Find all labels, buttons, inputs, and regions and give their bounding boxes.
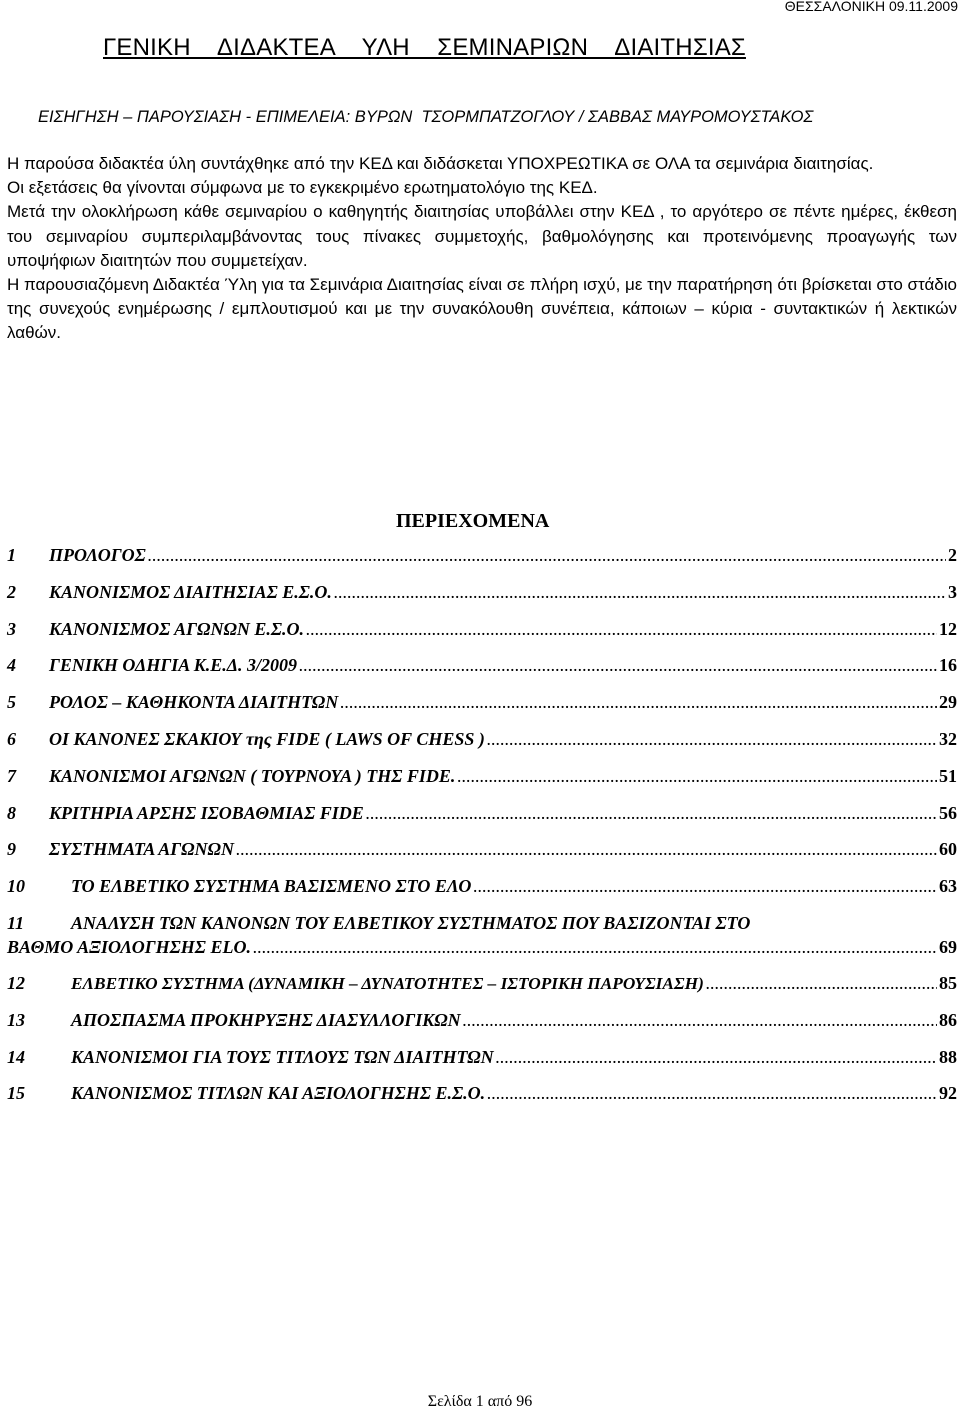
toc-leader-dots — [334, 580, 946, 605]
toc-entry[interactable] — [7, 543, 957, 568]
toc-entry[interactable] — [7, 764, 957, 789]
toc-entry-title: ΤΟ ΕΛΒΕΤΙΚΟ ΣΥΣΤΗΜΑ ΒΑΣΙΣΜΕΝΟ ΣΤΟ ΕΛΟ — [71, 876, 472, 897]
toc-entry-title: ΑΝΑΛΥΣΗ ΤΩΝ ΚΑΝΟΝΩΝ ΤΟΥ ΕΛΒΕΤΙΚΟΥ ΣΥΣΤΗΜΑΤΟΣ ΠΟΥ ΒΑΣΙΖΟΝΤΑΙ ΣΤΟ — [71, 912, 751, 933]
toc-entry-title: ΣΥΣΤΗΜΑΤΑ ΑΓΩΝΩΝ — [49, 839, 234, 860]
toc-entry-title: ΚΑΝΟΝΙΣΜΟΣ ΤΙΤΛΩΝ ΚΑΙ ΑΞΙΟΛΟΓΗΣΗΣ Ε.Σ.Ο. — [71, 1083, 486, 1104]
authors-line: ΕΙΣΗΓΗΣΗ – ΠΑΡΟΥΣΙΑΣΗ - ΕΠΙΜΕΛΕΙΑ: ΒΥΡΩΝ ΤΣΟΡΜΠΑΤΖΟΓΛΟΥ / ΣΑΒΒΑΣ ΜΑΥΡΟΜΟΥΣΤΑΚΟΣ — [38, 108, 814, 126]
toc-leader-dots — [706, 971, 937, 996]
toc-entry-page: 29 — [939, 692, 957, 713]
toc-entry[interactable] — [7, 727, 957, 752]
toc-entry-page: 86 — [939, 1009, 957, 1030]
toc-entry-page: 12 — [939, 618, 957, 639]
toc-entry-number: 6 — [7, 728, 16, 749]
toc-entry-number: 13 — [7, 1009, 25, 1030]
toc-entry-number: 4 — [7, 655, 16, 676]
toc-entry-page: 69 — [939, 936, 957, 957]
toc-heading: ΠΕΡΙΕΧΟΜΕΝΑ — [396, 510, 550, 532]
toc-entry-page: 2 — [948, 545, 957, 565]
toc-entry[interactable] — [7, 617, 957, 642]
page-title: ΓΕΝΙΚΗ ΔΙΔΑΚΤΕΑ ΥΛΗ ΣΕΜΙΝΑΡΙΩΝ ΔΙΑΙΤΗΣΙΑΣ — [103, 34, 746, 61]
toc-entry[interactable] — [7, 971, 957, 996]
toc-leader-dots — [236, 837, 937, 862]
toc-entry-title: ΓΕΝΙΚΗ ΟΔΗΓΙΑ Κ.Ε.Δ. 3/2009 — [49, 655, 298, 676]
toc-entry[interactable] — [7, 653, 957, 678]
toc-entry-page: 16 — [939, 655, 957, 676]
toc-entry[interactable] — [7, 1008, 957, 1033]
toc-entry[interactable] — [7, 1081, 957, 1106]
intro-section — [7, 152, 957, 346]
intro-paragraph: Μετά την ολοκλήρωση κάθε σεμιναρίου ο καθηγητής διαιτησίας υποβάλλει στην ΚΕΔ , το αργότερο σε πέντε ημέρες, έκθεση του σεμιναρίου συμπεριλαμβάνοντας τους πίνακες συμμετοχής, βαθμολόγησης και προτεινόμενης προαγωγής των υποψήφιων διαιτητών που συμμετείχαν. — [7, 202, 957, 270]
toc-entry-number: 15 — [7, 1083, 25, 1104]
intro-paragraph: Η παρούσα διδακτέα ύλη συντάχθηκε από την ΚΕΔ και διδάσκεται ΥΠΟΧΡΕΩΤΙΚΑ σε ΟΛΑ τα σεμινάρια διαιτησίας. — [7, 154, 874, 173]
toc-entry-title: ΚΑΝΟΝΙΣΜΟΣ ΑΓΩΝΩΝ Ε.Σ.Ο. — [49, 618, 305, 639]
toc-entry-page: 88 — [939, 1046, 957, 1067]
page-footer: Σελίδα 1 από 96 — [427, 1393, 533, 1410]
toc-entry-number: 3 — [7, 618, 16, 639]
toc-leader-dots — [473, 874, 937, 899]
toc-leader-dots — [496, 1045, 937, 1070]
toc-leader-dots — [463, 1008, 937, 1033]
toc-leader-dots — [487, 1081, 937, 1106]
toc-entry[interactable] — [7, 580, 957, 605]
toc-entry-number: 14 — [7, 1046, 25, 1067]
toc-entry-number: 11 — [7, 912, 25, 933]
toc-entry-page: 32 — [939, 728, 957, 749]
toc-leader-dots — [487, 727, 937, 752]
toc-leader-dots — [340, 690, 937, 715]
table-of-contents — [7, 543, 957, 1118]
toc-entry-page: 56 — [939, 802, 957, 823]
toc-entry-title: ΚΑΝΟΝΙΣΜΟΣ ΔΙΑΙΤΗΣΙΑΣ Ε.Σ.Ο. — [49, 581, 332, 602]
toc-entry-title: ΚΑΝΟΝΙΣΜΟΙ ΓΙΑ ΤΟΥΣ ΤΙΤΛΟΥΣ ΤΩΝ ΔΙΑΙΤΗΤΩΝ — [71, 1046, 494, 1067]
toc-entry-number: 5 — [7, 692, 16, 713]
toc-entry-number: 2 — [7, 581, 16, 602]
toc-entry-number: 10 — [7, 876, 25, 897]
toc-leader-dots — [457, 764, 937, 789]
toc-entry-page: 3 — [948, 581, 957, 602]
toc-entry-title: ΡΟΛΟΣ – ΚΑΘΗΚΟΝΤΑ ΔΙΑΙΤΗΤΩΝ — [49, 692, 339, 713]
toc-entry-page: 85 — [939, 972, 957, 993]
toc-entry-page: 92 — [939, 1083, 957, 1104]
intro-paragraph: Οι εξετάσεις θα γίνονται σύμφωνα με το εγκεκριμένο ερωτηματολόγιο της ΚΕΔ. — [7, 178, 598, 198]
toc-entry[interactable] — [7, 690, 957, 715]
toc-entry[interactable] — [7, 874, 957, 899]
toc-entry-title: ΚΑΝΟΝΙΣΜΟΙ ΑΓΩΝΩΝ ( ΤΟΥΡΝΟΥΑ ) ΤΗΣ FIDE. — [49, 765, 456, 786]
toc-entry[interactable] — [7, 911, 957, 960]
toc-entry-number: 9 — [7, 839, 16, 860]
toc-entry-title: ΟΙ ΚΑΝΟΝΕΣ ΣΚΑΚΙΟΥ της FIDE ( LAWS OF CHESS ) — [49, 728, 485, 749]
document-date: ΘΕΣΣΑΛΟΝΙΚΗ 09.11.2009 — [784, 0, 958, 14]
toc-entry-number: 8 — [7, 802, 16, 823]
toc-leader-dots — [253, 935, 937, 960]
toc-entry-title: ΠΡΟΛΟΓΟΣ — [49, 545, 146, 565]
toc-entry-title-continued: ΒΑΘΜΟ ΑΞΙΟΛΟΓΗΣΗΣ ELO. — [7, 936, 251, 957]
toc-entry-number: 1 — [7, 545, 16, 565]
toc-entry-number: 7 — [7, 765, 16, 786]
intro-paragraph: Η παρουσιαζόμενη Διδακτέα Ύλη για τα Σεμινάρια Διαιτησίας είναι σε πλήρη ισχύ, με την παρατήρηση ότι βρίσκεται στο στάδιο της συνεχούς ενημέρωσης / εμπλουτισμού και με την συνακόλουθη συνέπεια, κάποιων – κύρια - συντακτικών ή λεκτικών λαθών. — [7, 275, 957, 343]
toc-entry-title: ΕΛΒΕΤΙΚΟ ΣΥΣΤΗΜΑ (ΔΥΝΑΜΙΚΗ – ΔΥΝΑΤΟΤΗΤΕΣ – ΙΣΤΟΡΙΚΗ ΠΑΡΟΥΣΙΑΣΗ) — [71, 973, 704, 993]
toc-entry-title: ΑΠΟΣΠΑΣΜΑ ΠΡΟΚΗΡΥΞΗΣ ΔΙΑΣΥΛΛΟΓΙΚΩΝ — [71, 1009, 461, 1030]
toc-entry[interactable] — [7, 801, 957, 826]
toc-entry[interactable] — [7, 837, 957, 862]
toc-entry[interactable] — [7, 1045, 957, 1070]
toc-entry-page: 63 — [939, 876, 957, 897]
toc-leader-dots — [366, 801, 937, 826]
toc-leader-dots — [306, 617, 937, 642]
toc-entry-page: 51 — [939, 765, 957, 786]
toc-leader-dots — [148, 543, 946, 568]
toc-entry-number: 12 — [7, 972, 25, 993]
toc-entry-title: ΚΡΙΤΗΡΙΑ ΑΡΣΗΣ ΙΣΟΒΑΘΜΙΑΣ FIDE — [49, 802, 364, 823]
toc-leader-dots — [299, 653, 937, 678]
toc-entry-page: 60 — [939, 839, 957, 860]
